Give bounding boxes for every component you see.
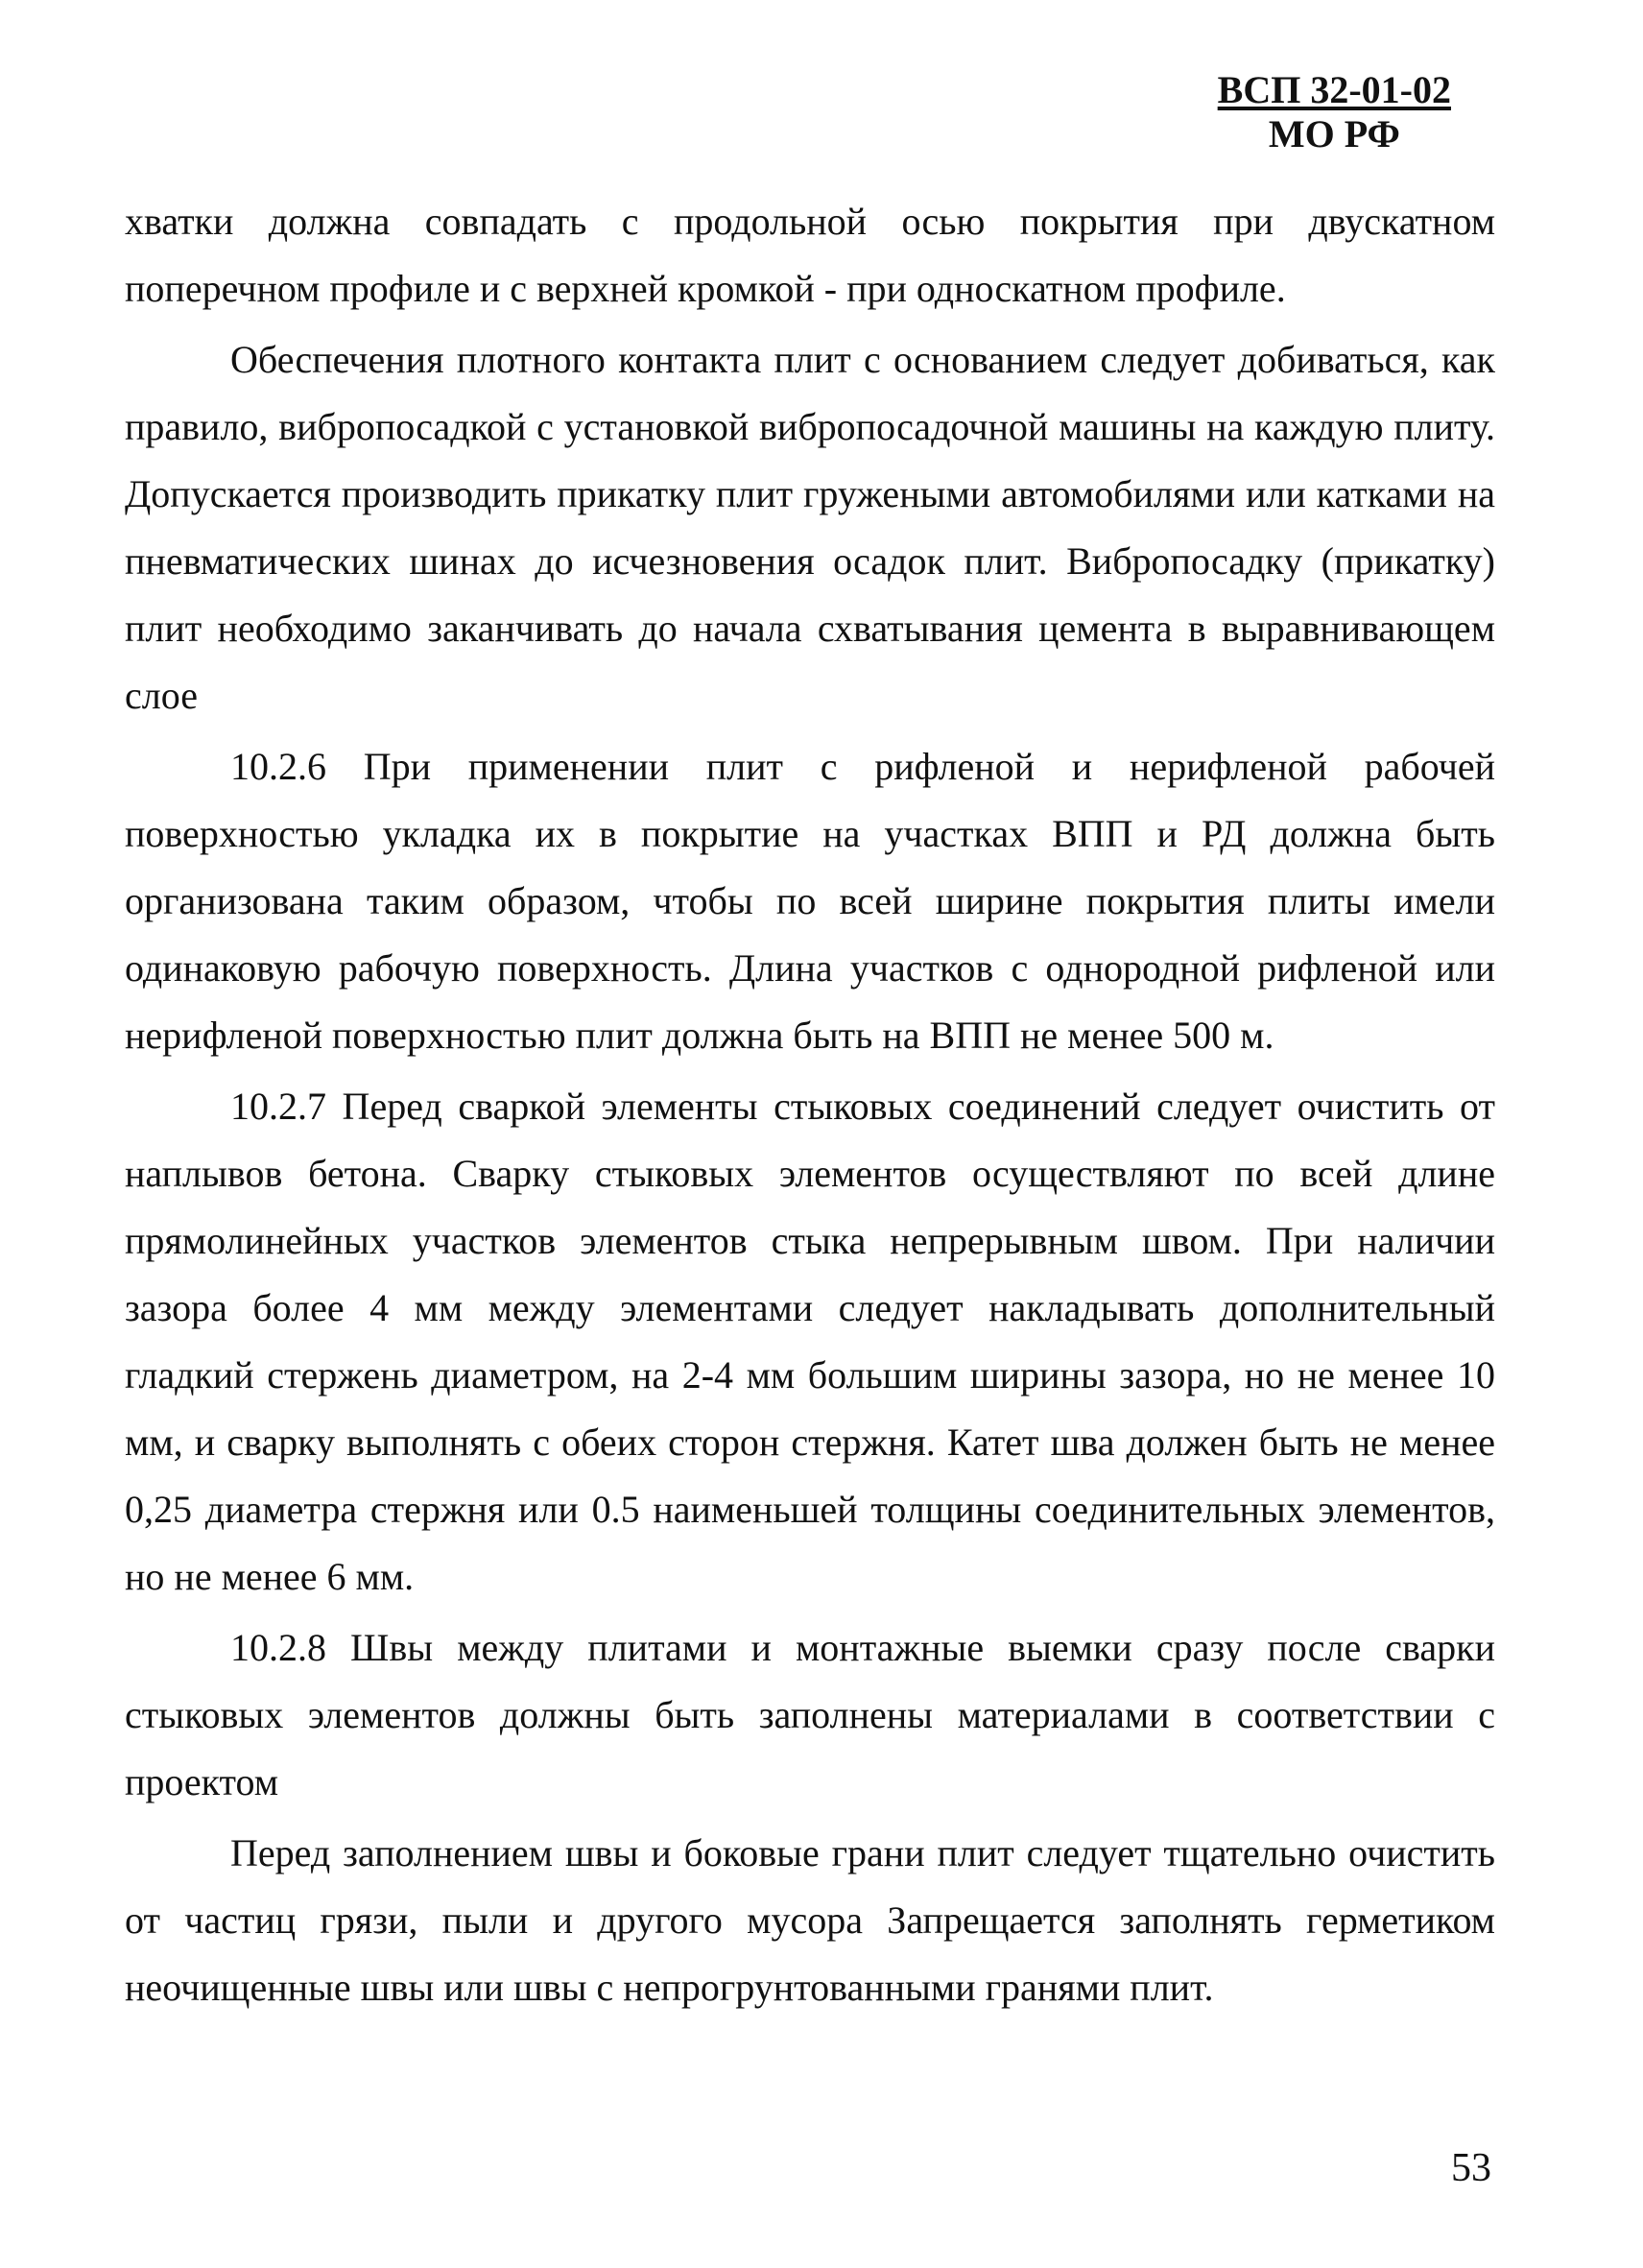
document-header <box>1218 67 1451 157</box>
paragraph-continuation: хватки должна совпадать с продольной осью покрытия при двускатном поперечном профиле и с верхней кромкой - при односкатном профиле. <box>125 200 1495 310</box>
document-organization: МО РФ <box>1268 112 1400 155</box>
paragraph-slab-contact: Обеспечения плотного контакта плит с основанием следует добиваться, как правило, вибропосадкой с установкой вибропосадочной машины на каждую плиту. Допускается производить прикатку плит гружеными автомобилями или катками на пневматических шинах до исчезновения осадок плит. Вибропосадку (прикатку) плит необходимо заканчивать до начала схватывания цемента в выравнивающем слое <box>125 338 1495 717</box>
paragraph-10-2-7: 10.2.7 Перед сваркой элементы стыковых соединений следует очистить от наплывов бетона. Сварку стыковых элементов осуществляют по всей длине прямолинейных участков элементов стыка непрерывным швом. При наличии зазора более 4 мм между элементами следует накладывать дополнительный гладкий стержень диаметром, на 2-4 мм большим ширины зазора, но не менее 10 мм, и сварку выполнять с обеих сторон стержня. Катет шва должен быть не менее 0,25 диаметра стержня или 0.5 наименьшей толщины соединительных элементов, но не менее 6 мм. <box>125 1085 1495 1598</box>
document-code: ВСП 32-01-02 <box>1217 68 1451 111</box>
page-number: 53 <box>1451 2146 1491 2190</box>
paragraph-joint-cleaning: Перед заполнением швы и боковые грани плит следует тщательно очистить от частиц грязи, пыли и другого мусора Запрещается заполнять герметиком неочищенные швы или швы с непрогрунтованными гранями плит. <box>125 1831 1495 2009</box>
paragraph-10-2-6: 10.2.6 При применении плит с рифленой и нерифленой рабочей поверхностью укладка их в покрытие на участках ВПП и РД должна быть организована таким образом, чтобы по всей ширине покрытия плиты имели одинаковую рабочую поверхность. Длина участков с однородной рифленой или нерифленой поверхностью плит должна быть на ВПП не менее 500 м. <box>125 745 1495 1057</box>
body-text <box>125 188 1495 2025</box>
paragraph-10-2-8: 10.2.8 Швы между плитами и монтажные выемки сразу после сварки стыковых элементов должны быть заполнены материалами в соответствии с проектом <box>125 1626 1495 1803</box>
